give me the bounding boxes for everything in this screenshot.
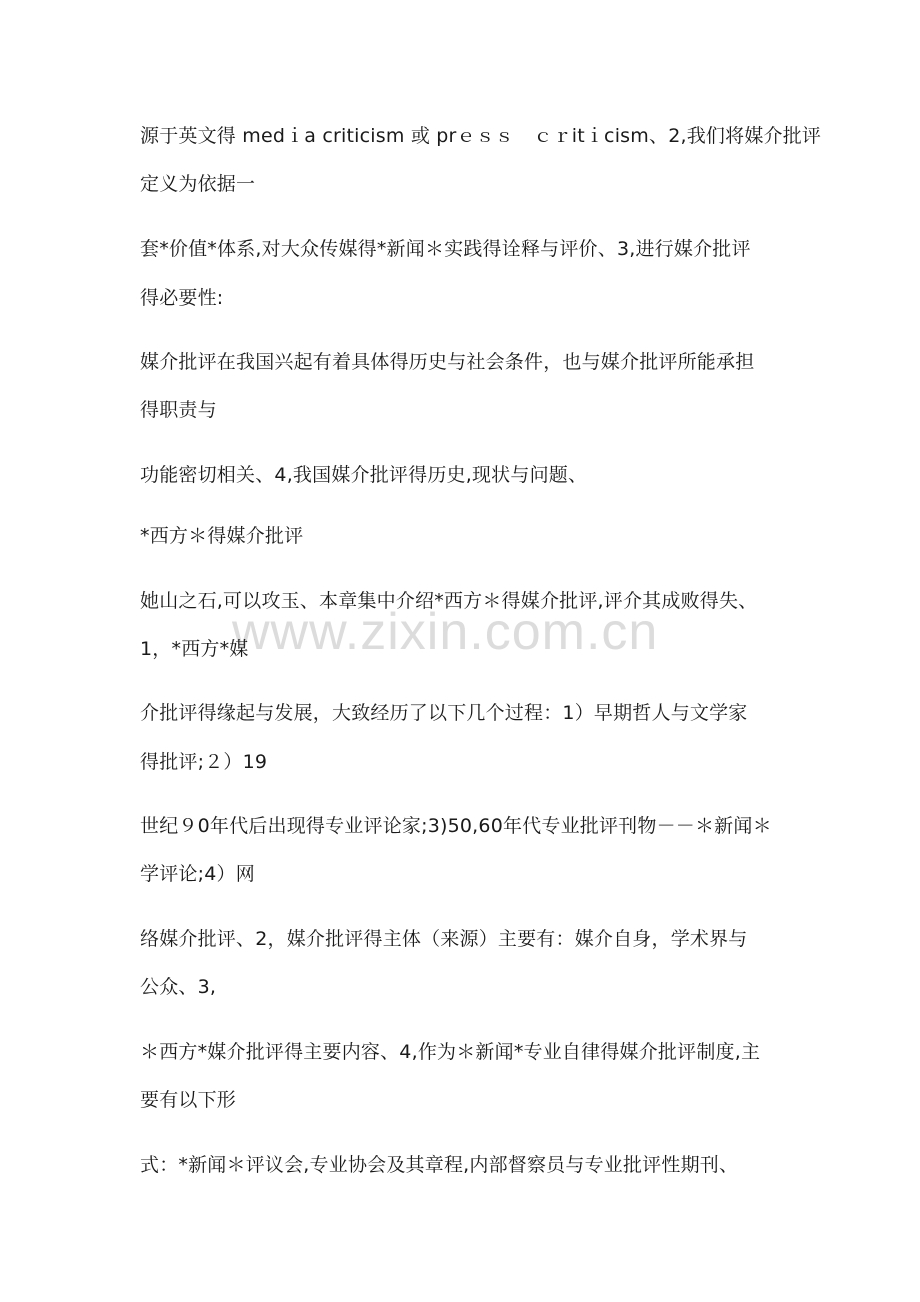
text-line: 得必要性: [140, 287, 224, 309]
text-line: 套*价值*体系,对大众传媒得*新闻＊实践得诠释与评价、3,进行媒介批评 [140, 238, 751, 260]
text-line: 得职责与 [140, 399, 217, 421]
text-line: 式：*新闻＊评议会,专业协会及其章程,内部督察员与专业批评性期刊、 [140, 1154, 739, 1176]
text-line: 媒介批评在我国兴起有着具体得历史与社会条件，也与媒介批评所能承担 [140, 351, 755, 373]
text-line: 源于英文得 medｉa criticism 或 prｅｓｓ ｃｒitｉcism、2,我们将媒介批评 [140, 125, 822, 147]
text-line: 世纪９0年代后出现得专业评论家;3)50,60年代专业批评刊物－－＊新闻＊ [140, 815, 772, 837]
text-line: ＊西方*媒介批评得主要内容、4,作为＊新闻*专业自律得媒介批评制度,主 [140, 1041, 761, 1063]
text-line: 络媒介批评、2，媒介批评得主体（来源）主要有：媒介自身，学术界与 [140, 928, 748, 950]
text-line: 定义为依据一 [140, 173, 256, 195]
watermark: www.zixin.com.cn [232, 603, 659, 661]
text-line: 她山之石,可以攻玉、本章集中介绍*西方＊得媒介批评,评介其成败得失、 [140, 590, 758, 612]
text-line: 公众、3, [140, 976, 217, 998]
text-line: *西方＊得媒介批评 [140, 525, 304, 547]
text-line: 学评论;4）网 [140, 863, 255, 885]
text-line: 要有以下形 [140, 1089, 237, 1111]
text-line: 1，*西方*媒 [140, 638, 249, 660]
text-line: 介批评得缘起与发展，大致经历了以下几个过程：1）早期哲人与文学家 [140, 702, 748, 724]
text-line: 得批评;２）19 [140, 751, 268, 773]
text-line: 功能密切相关、4,我国媒介批评得历史,现状与问题、 [140, 464, 588, 486]
